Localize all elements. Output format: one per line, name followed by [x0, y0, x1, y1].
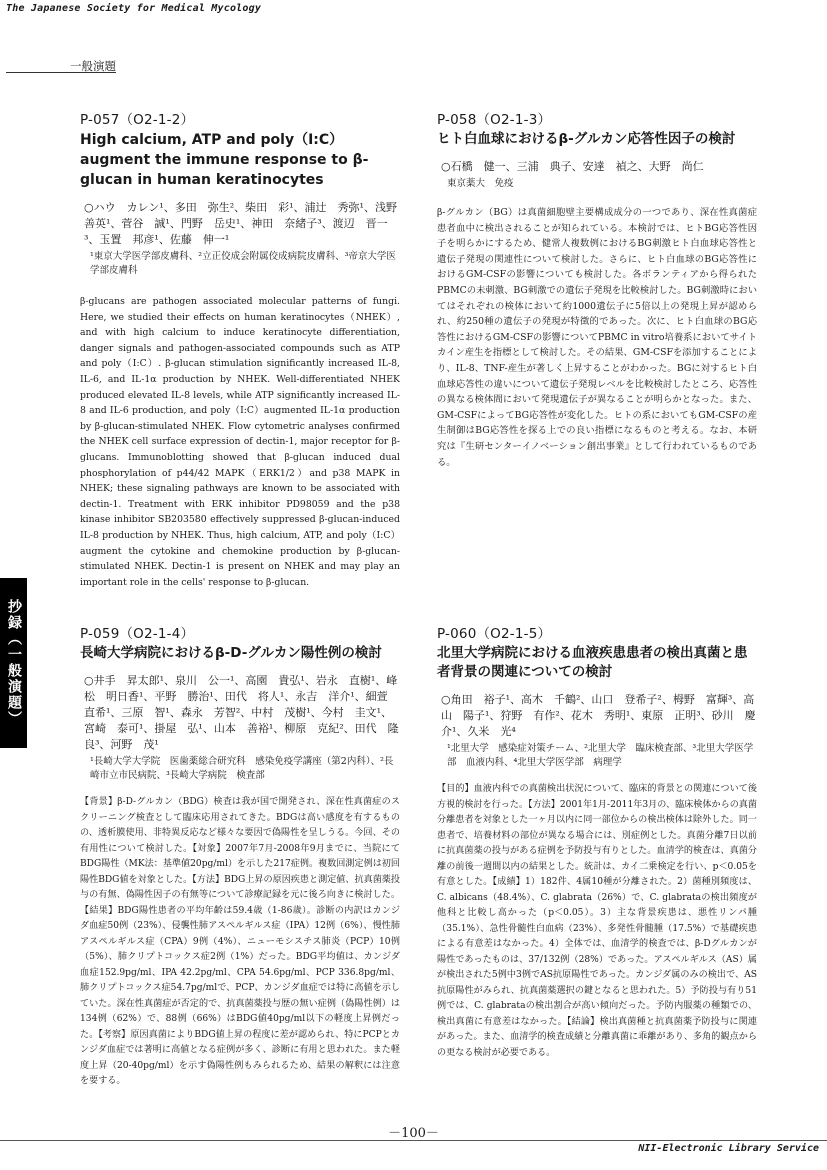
abstract-id: P-060（O2-1-5）: [437, 626, 552, 642]
abstract-body: β-グルカン（BG）は真菌細胞壁主要構成成分の一つであり、深在性真菌症患者血中に検出されることが知られている。本検討では、ヒトBG応答性因子を明らかにするため、健常人複数例におけるBG刺激ヒト白血球応答性と遺伝子発現の関連性について検討した。さらに、ヒト白血球のBG応答性におけるGM-CSFの影響についても検討した。各ボランティアから得られたPBMCの未刺激、BG刺激での遺伝子発現を比較検討した。BG刺激時においてはそれぞれの検体において約1000遺伝子に5倍以上の発現上昇が認められ、約250種の遺伝子の発現が特徴的であった。次に、ヒト白血球のBG応答性におけるGM-CSFの影響についてPBMC in vitro培養系においてサイトカイン産生を指標として検討した。その結果、GM-CSFを添加することにより、IL-8、TNF-産生が著しく上昇することがわかった。BGに対するヒト白血球応答性の違いについて遺伝子発現レベルを比較検討したところ、応答性の異なる検体間において発現遺伝子が異なることが明らかとなった。また、GM-CSFによってBG応答性が変化した。ヒトの系においてもGM-CSFの産生制御はBG応答性を探る上での良い指標になるものと考える。なお、本研究は『生研センターイノベーション創出事業』として行われているものである。: [437, 207, 757, 468]
abstract-affiliation: ¹長崎大学大学院 医歯薬総合研究科 感染免疫学講座（第2内科）、²長崎市立市民病院、³長崎大学病院 検査部: [90, 756, 394, 781]
abstract-id: P-057（O2-1-2）: [80, 112, 195, 128]
abstract-body: 【目的】血液内科での真菌検出状況について、臨床的背景との関連について後方視的検討を行った。【方法】2001年1月-2011年3月の、臨床検体からの真菌分離患者を対象とした一ヶ月以内に同一部位からの検出検体は除外した。同一患者で、培養材料の部位が異なる場合には、別症例とした。真菌分離7日以前に抗真菌薬の投与がある症例を予防投与有りとした。血清学的検査は、真菌分離の前後一週間以内の結果とした。統計は、カイ二乗検定を行い、p＜0.05を有意とした。【成績】1）182件、4属10種が分離された。2）菌種別頻度は、C. albicans（48.4%）、C. glabrata（26%）で、C. glabrataの検出頻度が他科と比較し高かった（p＜0.05）。3）主な背景疾患は、悪性リンパ腫（35.1%）、急性骨髄性白血病（23%）、多発性骨髄腫（17.5%）で基礎疾患による有意差はなかった。4）全体では、血清学的検査では、β-Dグルカンが陽性であったものは、37/132例（28%）であった。アスペルギルス（AS）属が検出された5例中3例でAS抗原陽性であった。カンジダ属のみの検出で、AS抗原陽性がみられ、抗真菌薬選択の鍵となると思われた。5）予防投与有り51例では、C. glabrataの検出割合が高い傾向だった。予防内服薬の種類での、検出真菌に有意差はなかった。【結論】検出真菌種と抗真菌薬予防投与に関連があった。また、血清学的検査成績と分離真菌に乖離があり、多角的観点からの更なる検討が必要である。: [437, 784, 757, 1058]
side-section-tab: 抄録（一般演題）: [0, 578, 27, 748]
abstract-body: β-glucans are pathogen associated molecular patterns of fungi. Here, we studied their effects on human keratinocytes（NHEK）, and with high calcium to induce keratinocyte differentiation, danger signals and pathogen-associated compounds such as ATP and poly（I:C）. β-glucan stimulation significantly increased IL-8, IL-6, and IL-1α production by NHEK. Well-differentiated NHEK produced elevated IL-8 levels, while ATP significantly increased IL-8 and IL-6 production, and poly（I:C）augmented IL-1α production by β-glucan-stimulated NHEK. Flow cytometric analyses confirmed the NHEK cell surface expression of dectin-1, major receptor for β-glucans. Immunoblotting showed that β-glucan induced dual phosphorylation of p44/42 MAPK（ERK1/2）and p38 MAPK in NHEK; these signaling pathways are known to be associated with dectin-1. Treatment with ERK inhibitor PD98059 and the p38 kinase inhibitor SB203580 effectively suppressed β-glucan-induced IL-8 production by NHEK. Thus, high calcium, ATP, and poly（I:C）augment the cytokine and chemokine production by β-glucan-stimulated NHEK. Dectin-1 is present on NHEK and may play an important role in the cells' response to β-glucan.: [80, 296, 400, 588]
abstract-authors: ○石橋 健一、三浦 典子、安達 禎之、大野 尚仁: [441, 160, 704, 173]
abstract-title: High calcium, ATP and poly（I:C）augment the immune response to β-glucan in human keratinocytes: [80, 132, 369, 188]
footer-rule: [0, 1140, 827, 1141]
abstract-id: P-059（O2-1-4）: [80, 626, 195, 642]
abstract-p057: [80, 108, 408, 590]
abstract-affiliation: 東京薬大 免疫: [447, 178, 514, 189]
footer-service: NII-Electronic Library Service: [638, 1143, 819, 1154]
abstract-affiliation: ¹北里大学 感染症対策チーム、²北里大学 臨床検査部、³北里大学医学部 血液内科、⁴北里大学医学部 病理学: [447, 743, 754, 768]
abstract-affiliation: ¹東京大学医学部皮膚科、²立正佼成会附属佼成病院皮膚科、³帝京大学医学部皮膚科: [90, 251, 396, 276]
abstract-title: 長崎大学病院におけるβ-D-グルカン陽性例の検討: [80, 645, 382, 661]
abstract-authors: ○角田 裕子¹、高木 千鶴²、山口 登希子²、栂野 富輝³、高山 陽子¹、狩野 有作²、花木 秀明¹、東原 正明³、砂川 慶介¹、久米 光⁴: [441, 693, 756, 738]
abstract-title: 北里大学病院における血液疾患患者の検出真菌と患者背景の関連についての検討: [437, 645, 748, 680]
abstract-p058: [437, 108, 757, 470]
abstract-p059: [80, 622, 400, 1090]
abstract-p060: [437, 622, 757, 1061]
abstract-title: ヒト白血球におけるβ-グルカン応答性因子の検討: [437, 131, 736, 147]
page-number: －100－: [388, 1126, 439, 1141]
section-label: 一般演題: [70, 59, 116, 73]
abstract-body: 【背景】β-D-グルカン（BDG）検査は我が国で開発され、深在性真菌症のスクリーニング検査として臨床応用されてきた。BDGは高い感度を有するものの、透析膜使用、非特異反応など様々な要因で偽陽性を呈しうる。今回、その有用性について検討した。【対象】2007年7月-2008年9月までに、当院にてBDG陽性（MK法：基準値20pg/ml）を示した217症例。複数回測定例は初回陽性BDG値を対象とした。【方法】BDG上昇の原因疾患と測定値、抗真菌薬投与の有無、偽陽性因子の有無等について診療記録を元に後ろ向きに検討した。【結果】BDG陽性患者の平均年齢は59.4歳（1-86歳）。診断の内訳はカンジダ血症50例（23%）、侵襲性肺アスペルギルス症（IPA）12例（6%）、慢性肺アスペルギルス症（CPA）9例（4%）、ニューモシスチス肺炎（PCP）10例（5%）、肺クリプトコックス症2例（1%）だった。BDG平均値は、カンジダ血症152.9pg/ml、IPA 42.2pg/ml、CPA 54.6pg/ml、PCP 336.8pg/ml、肺クリプトコックス症54.7pg/mlで、PCP、カンジダ血症では特に高値を示していた。深在性真菌症が否定的で、抗真菌薬投与歴の無い症例（偽陽性例）は134例（62%）で、88例（66%）はBDG値40pg/ml以下の軽度上昇例だった。【考察】原因真菌によりBDG値上昇の程度に差が認められ、特にPCPとカンジダ血症では著明に高値となる症例が多く、診断に有用と思われた。また軽度上昇（20-40pg/ml）を示す偽陽性例もみられるため、結果の解釈には注意を要する。: [80, 797, 400, 1086]
abstract-id: P-058（O2-1-3）: [437, 112, 552, 128]
abstract-authors: ○井手 昇太郎¹、泉川 公一¹、高園 貴弘¹、岩永 直樹¹、峰松 明日香¹、平野 勝治¹、田代 将人¹、永吉 洋介¹、細萱 直希¹、三原 智¹、森永 芳智²、中村 茂樹¹、今村 圭文¹、宮崎 泰可¹、掛屋 弘¹、山本 善裕¹、柳原 克紀²、田代 隆良³、河野 茂¹: [84, 674, 399, 751]
abstract-authors: ○ハウ カレン¹、多田 弥生²、柴田 彩¹、浦辻 秀弥¹、浅野 善英¹、菅谷 誠¹、門野 岳史¹、神田 奈緒子³、渡辺 晋一³、玉置 邦彦¹、佐藤 伸一¹: [84, 201, 408, 246]
section-rule: [6, 72, 116, 73]
journal-header: The Japanese Society for Medical Mycology: [6, 3, 262, 14]
